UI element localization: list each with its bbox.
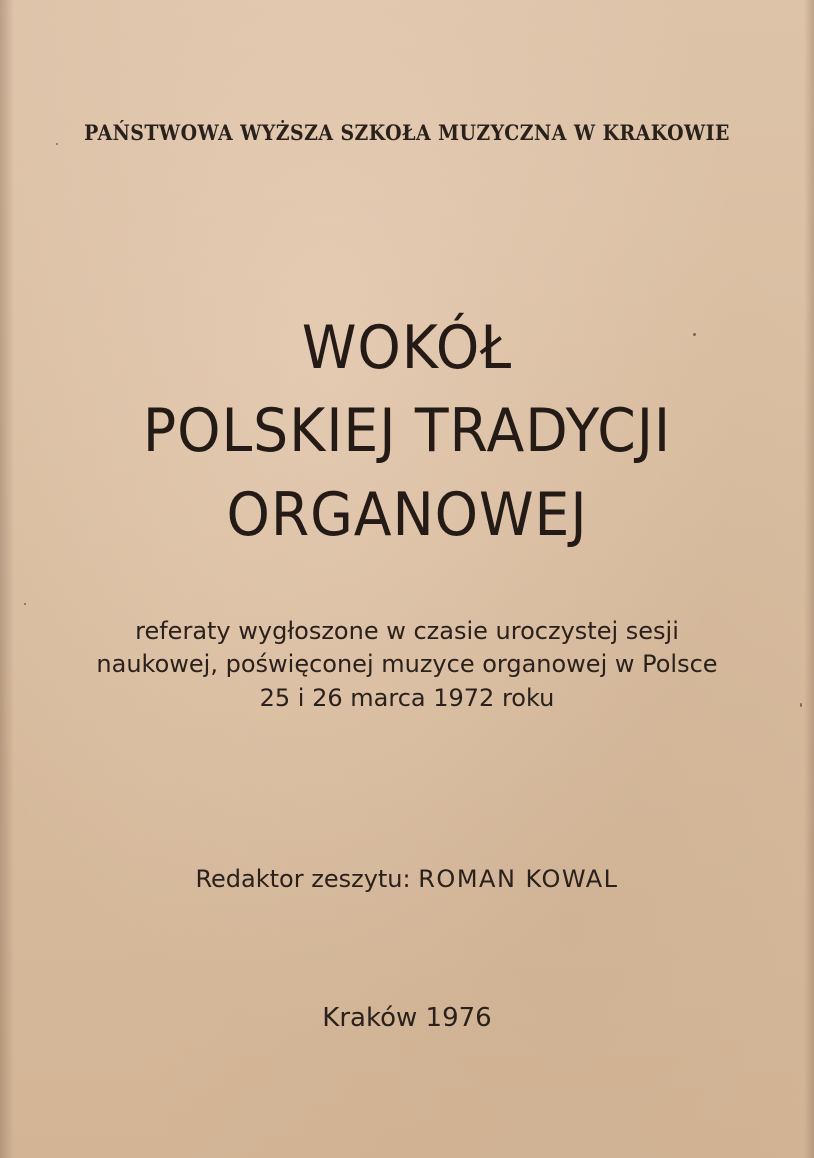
title-line-2: POLSKIEJ TRADYCJI [142, 396, 672, 466]
subtitle-line-2: naukowej, poświęconej muzyce organowej w Polsce [96, 650, 718, 678]
paper-speck [24, 603, 26, 605]
institution-name: PAŃSTWOWA WYŻSZA SZKOŁA MUZYCZNA W KRAKOWIE [84, 120, 730, 145]
paper-speck [56, 143, 58, 145]
editor-label: Redaktor zeszytu: [195, 865, 411, 893]
title-line-3: ORGANOWEJ [226, 480, 588, 550]
title-line-1: WOKÓŁ [301, 313, 513, 383]
imprint: Kraków 1976 [322, 1003, 492, 1033]
editor-name: ROMAN KOWAL [418, 865, 619, 893]
editor-line [0, 865, 814, 893]
page-edge-left [0, 0, 14, 1158]
paper-speck [693, 333, 696, 336]
subtitle-line-1: referaty wygłoszone w czasie uroczystej sesji [135, 617, 679, 645]
subtitle-line-3: 25 i 26 marca 1972 roku [259, 684, 555, 712]
page-edge-right [804, 0, 814, 1158]
paper-speck [800, 703, 802, 707]
